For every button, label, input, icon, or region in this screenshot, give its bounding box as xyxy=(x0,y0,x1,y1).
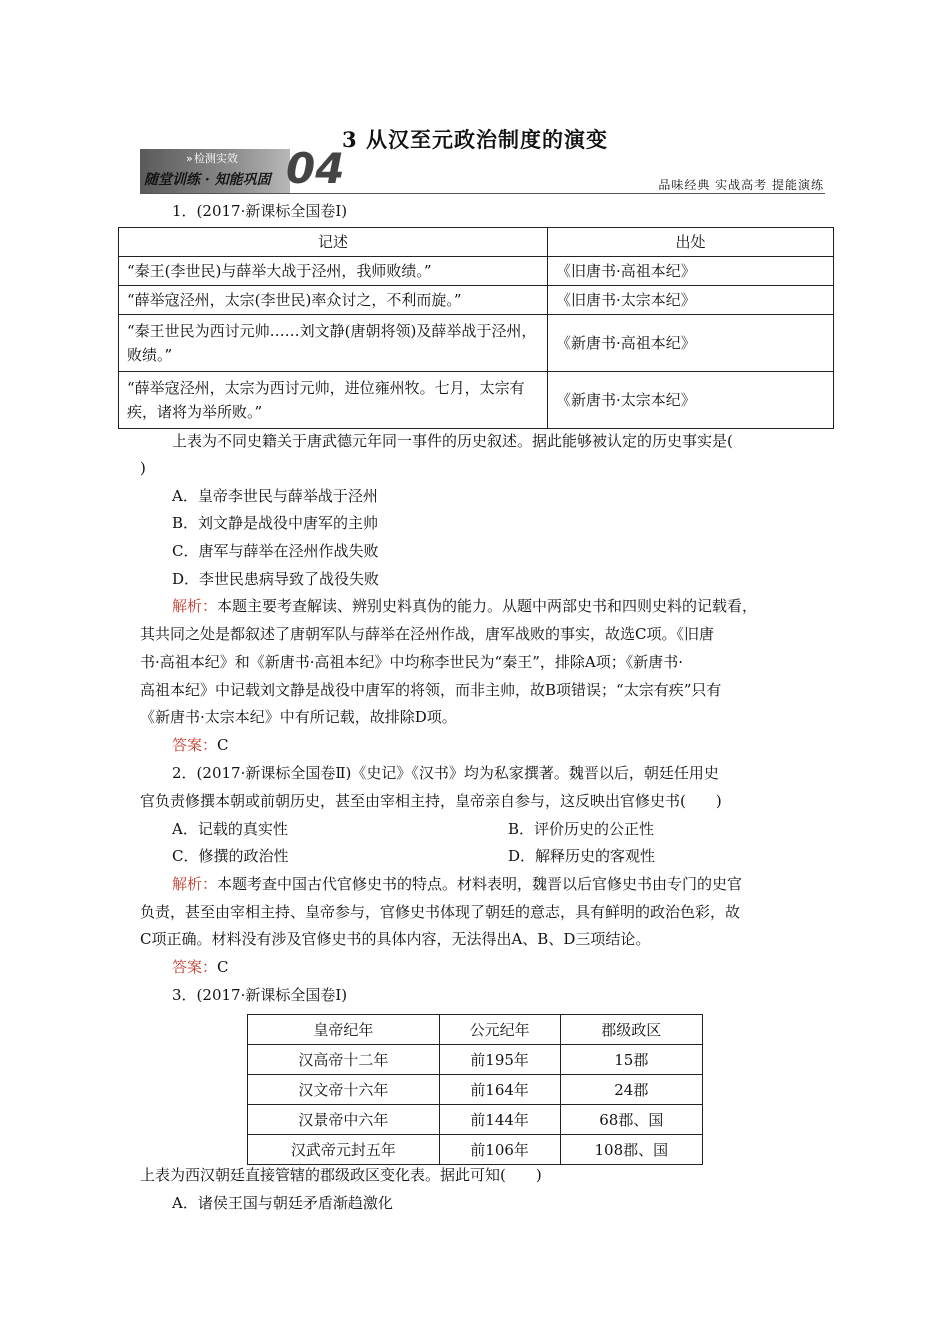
table-row xyxy=(119,372,834,429)
q2-option-c: C．修撰的政治性 xyxy=(172,847,289,865)
q1-option-a: A．皇帝李世民与薛举战于泾州 xyxy=(172,487,378,505)
table-cell: 汉武帝元封五年 xyxy=(248,1135,440,1165)
answer-label: 答案： xyxy=(172,958,218,976)
q2-analysis-line: 负责，甚至由宰相主持、皇帝参与，官修史书体现了朝廷的意志，具有鲜明的政治色彩，故 xyxy=(140,903,741,921)
q1-analysis-line: 书·高祖本纪》和《新唐书·高祖本纪》中均称李世民为“秦王”，排除A项；《新唐书· xyxy=(140,653,683,671)
q1-stem: 上表为不同史籍关于唐武德元年同一事件的历史叙述。据此能够被认定的历史事实是( xyxy=(172,432,733,450)
table-cell: 《新唐书·高祖本纪》 xyxy=(548,315,834,372)
table-cell: “薛举寇泾州，太宗(李世民)率众讨之，不利而旋。” xyxy=(119,286,548,315)
answer-label: 答案： xyxy=(172,736,218,754)
table-header: 记述 xyxy=(119,228,548,257)
table-row xyxy=(119,286,834,315)
q2-stem: 2．(2017·新课标全国卷Ⅱ)《史记》《汉书》均为私家撰著。魏晋以后，朝廷任用史 xyxy=(172,764,719,782)
analysis-text: 本题主要考查解读、辨别史料真伪的能力。从题中两部史书和四则史料的记载看， xyxy=(217,597,758,615)
table-cell: 68郡、国 xyxy=(560,1105,702,1135)
analysis-label: 解析： xyxy=(172,597,218,615)
table-cell: 前164年 xyxy=(439,1075,560,1105)
table-cell: 汉文帝十六年 xyxy=(248,1075,440,1105)
q1-option-b: B．刘文静是战役中唐军的主帅 xyxy=(172,514,379,532)
table-cell: 汉高帝十二年 xyxy=(248,1045,440,1075)
q2-option-d: D．解释历史的客观性 xyxy=(508,847,656,865)
table-row xyxy=(248,1105,703,1135)
table-row xyxy=(119,257,834,286)
section-banner xyxy=(140,144,345,193)
table-row xyxy=(248,1135,703,1165)
table-cell: 汉景帝中六年 xyxy=(248,1105,440,1135)
banner-tagline: 品味经典 实战高考 提能演练 xyxy=(658,178,824,192)
table-cell: 前106年 xyxy=(439,1135,560,1165)
table-cell: 前195年 xyxy=(439,1045,560,1075)
table-cell: 15郡 xyxy=(560,1045,702,1075)
q3-stem: 上表为西汉朝廷直接管辖的郡级政区变化表。据此可知( ) xyxy=(140,1166,542,1184)
q2-option-a: A．记载的真实性 xyxy=(172,820,288,838)
table-row xyxy=(119,315,834,372)
answer-value: C xyxy=(217,958,229,976)
table-header-row xyxy=(248,1015,703,1045)
table-row xyxy=(248,1075,703,1105)
table-cell: “秦王世民为西讨元帅……刘文静(唐朝将领)及薛举战于泾州，败绩。” xyxy=(119,315,548,372)
q1-option-c: C．唐军与薛举在泾州作战失败 xyxy=(172,542,379,560)
q1-head: 1．(2017·新课标全国卷Ⅰ) xyxy=(172,202,348,220)
q3-head: 3．(2017·新课标全国卷Ⅰ) xyxy=(172,986,348,1004)
table-header-row xyxy=(119,228,834,257)
analysis-label: 解析： xyxy=(172,875,218,893)
table-cell: “薛举寇泾州，太宗为西讨元帅，进位雍州牧。七月，太宗有疾，诸将为举所败。” xyxy=(119,372,548,429)
q2-analysis-line xyxy=(172,872,832,896)
header-rule xyxy=(140,193,825,194)
q1-analysis-line: 高祖本纪》中记载刘文静是战役中唐军的将领，而非主帅，故B项错误；“太宗有疾”只有 xyxy=(140,681,722,699)
table-header: 公元纪年 xyxy=(439,1015,560,1045)
banner-subtitle: » 检测实效 xyxy=(186,152,238,165)
table-header: 出处 xyxy=(548,228,834,257)
table-cell: 《旧唐书·太宗本纪》 xyxy=(548,286,834,315)
q1-analysis-line xyxy=(172,594,832,618)
q3-option-a: A．诸侯王国与朝廷矛盾渐趋激化 xyxy=(172,1194,393,1212)
analysis-text: 本题考查中国古代官修史书的特点。材料表明，魏晋以后官修史书由专门的史官 xyxy=(217,875,743,893)
q2-analysis-line: C项正确。材料没有涉及官修史书的具体内容，无法得出A、B、D三项结论。 xyxy=(140,930,651,948)
q3-table xyxy=(247,1014,703,1165)
q1-table xyxy=(118,227,834,429)
answer-value: C xyxy=(217,736,229,754)
table-cell: “秦王(李世民)与薛举大战于泾州，我师败绩。” xyxy=(119,257,548,286)
page-title: 3 从汉至元政治制度的演变 xyxy=(342,127,608,152)
table-cell: 24郡 xyxy=(560,1075,702,1105)
table-cell: 《新唐书·太宗本纪》 xyxy=(548,372,834,429)
q1-analysis-line: 其共同之处是都叙述了唐朝军队与薛举在泾州作战，唐军战败的事实，故选C项。《旧唐 xyxy=(140,625,714,643)
q1-option-d: D．李世民患病导致了战役失败 xyxy=(172,570,380,588)
table-header: 郡级政区 xyxy=(560,1015,702,1045)
banner-sub-text: 检测实效 xyxy=(193,152,238,165)
table-cell: 前144年 xyxy=(439,1105,560,1135)
q1-answer xyxy=(172,733,862,757)
q2-option-b: B．评价历史的公正性 xyxy=(508,820,655,838)
table-cell: 《旧唐书·高祖本纪》 xyxy=(548,257,834,286)
q2-stem: 官负责修撰本朝或前朝历史，甚至由宰相主持，皇帝亲自参与，这反映出官修史书( ) xyxy=(140,792,722,810)
banner-title: 随堂训练 · 知能巩固 xyxy=(144,172,271,188)
q1-analysis-line: 《新唐书·太宗本纪》中有所记载，故排除D项。 xyxy=(140,708,457,726)
q2-answer xyxy=(172,955,862,979)
table-cell: 108郡、国 xyxy=(560,1135,702,1165)
table-header: 皇帝纪年 xyxy=(248,1015,440,1045)
banner-number: 04 xyxy=(286,144,345,193)
q1-stem-close: ) xyxy=(140,459,146,477)
table-row xyxy=(248,1045,703,1075)
